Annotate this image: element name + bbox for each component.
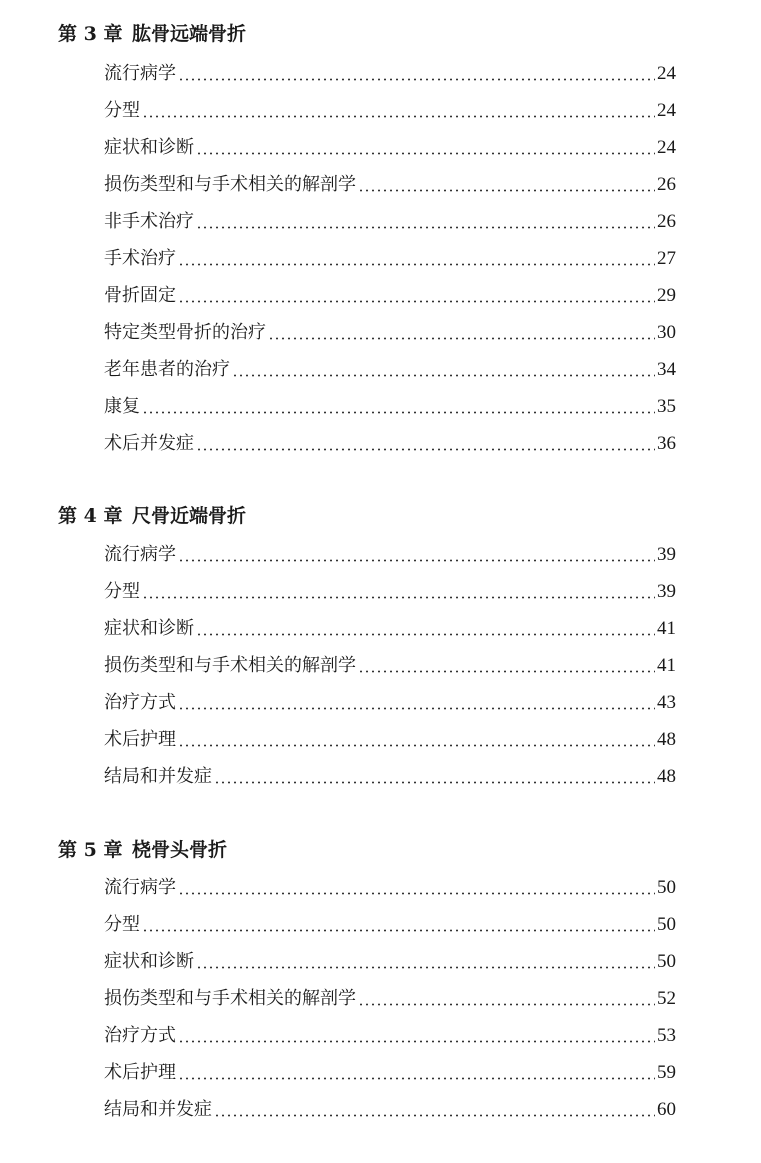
toc-entry[interactable] [104, 430, 676, 456]
toc-entry[interactable] [104, 1096, 676, 1122]
dot-leader [214, 781, 655, 784]
entry-page-number: 27 [657, 248, 676, 269]
toc-entry[interactable] [104, 171, 676, 197]
dot-leader [178, 892, 655, 895]
chapter-title: 桡骨头骨折 [132, 839, 228, 861]
entry-page-number: 39 [657, 544, 676, 565]
toc-entry[interactable] [104, 541, 676, 567]
entry-label: 损伤类型和与手术相关的解剖学 [104, 174, 356, 195]
entry-label: 症状和诊断 [104, 951, 194, 972]
entry-page-number: 52 [657, 988, 676, 1009]
toc-entry[interactable] [104, 97, 676, 123]
entry-page-number: 41 [657, 655, 676, 676]
entry-page-number: 43 [657, 692, 676, 713]
entry-label: 流行病学 [104, 877, 176, 898]
dot-leader [196, 448, 655, 451]
entry-label: 流行病学 [104, 63, 176, 84]
entry-label: 手术治疗 [104, 248, 176, 269]
entry-label: 特定类型骨折的治疗 [104, 322, 266, 343]
chapter-heading [58, 22, 246, 46]
toc-entry[interactable] [104, 726, 676, 752]
entry-label: 分型 [104, 581, 140, 602]
entry-label: 非手术治疗 [104, 211, 194, 232]
dot-leader [358, 189, 655, 192]
entry-label: 分型 [104, 100, 140, 121]
entry-label: 骨折固定 [104, 285, 176, 306]
toc-entry[interactable] [104, 393, 676, 419]
entry-page-number: 39 [657, 581, 676, 602]
toc-entry[interactable] [104, 911, 676, 937]
dot-leader [358, 1003, 655, 1006]
dot-leader [142, 929, 655, 932]
entry-page-number: 34 [657, 359, 676, 380]
entry-page-number: 60 [657, 1099, 676, 1120]
entry-page-number: 26 [657, 174, 676, 195]
toc-entry[interactable] [104, 208, 676, 234]
entry-label: 老年患者的治疗 [104, 359, 230, 380]
dot-leader [142, 115, 655, 118]
entry-page-number: 36 [657, 433, 676, 454]
entry-label: 症状和诊断 [104, 137, 194, 158]
chapter-heading [58, 504, 246, 528]
entry-page-number: 26 [657, 211, 676, 232]
dot-leader [142, 596, 655, 599]
dot-leader [196, 633, 655, 636]
dot-leader [178, 559, 655, 562]
entry-label: 损伤类型和与手术相关的解剖学 [104, 655, 356, 676]
entry-page-number: 50 [657, 877, 676, 898]
entry-label: 术后并发症 [104, 433, 194, 454]
entry-label: 症状和诊断 [104, 618, 194, 639]
toc-entry[interactable] [104, 985, 676, 1011]
toc-entry[interactable] [104, 282, 676, 308]
entry-page-number: 50 [657, 914, 676, 935]
toc-entry[interactable] [104, 615, 676, 641]
entry-label: 治疗方式 [104, 1025, 176, 1046]
entry-page-number: 29 [657, 285, 676, 306]
entry-label: 术后护理 [104, 729, 176, 750]
toc-entry[interactable] [104, 763, 676, 789]
chapter-title: 尺骨近端骨折 [132, 505, 247, 527]
dot-leader [268, 337, 655, 340]
toc-entry[interactable] [104, 356, 676, 382]
chapter-number: 第 4 章 [58, 505, 123, 527]
chapter-heading [58, 838, 227, 862]
chapter-title: 肱骨远端骨折 [132, 23, 247, 45]
dot-leader [142, 411, 655, 414]
dot-leader [178, 300, 655, 303]
toc-entry[interactable] [104, 1059, 676, 1085]
toc-entry[interactable] [104, 689, 676, 715]
entry-label: 康复 [104, 396, 140, 417]
toc-entry[interactable] [104, 1022, 676, 1048]
toc-entry[interactable] [104, 652, 676, 678]
entry-page-number: 53 [657, 1025, 676, 1046]
entry-label: 术后护理 [104, 1062, 176, 1083]
entry-label: 分型 [104, 914, 140, 935]
entry-page-number: 41 [657, 618, 676, 639]
entry-label: 结局和并发症 [104, 766, 212, 787]
chapter-number: 第 5 章 [58, 839, 123, 861]
chapter-number: 第 3 章 [58, 23, 123, 45]
toc-entry[interactable] [104, 948, 676, 974]
toc-entry[interactable] [104, 319, 676, 345]
dot-leader [178, 1040, 655, 1043]
dot-leader [178, 744, 655, 747]
dot-leader [178, 263, 655, 266]
dot-leader [178, 707, 655, 710]
entry-page-number: 50 [657, 951, 676, 972]
dot-leader [196, 152, 655, 155]
entry-page-number: 48 [657, 766, 676, 787]
dot-leader [196, 226, 655, 229]
entry-page-number: 24 [657, 63, 676, 84]
entry-label: 流行病学 [104, 544, 176, 565]
dot-leader [178, 1077, 655, 1080]
toc-entry[interactable] [104, 245, 676, 271]
entry-label: 损伤类型和与手术相关的解剖学 [104, 988, 356, 1009]
entry-page-number: 35 [657, 396, 676, 417]
dot-leader [196, 966, 655, 969]
entry-label: 治疗方式 [104, 692, 176, 713]
entry-label: 结局和并发症 [104, 1099, 212, 1120]
toc-entry[interactable] [104, 578, 676, 604]
entry-page-number: 59 [657, 1062, 676, 1083]
dot-leader [358, 670, 655, 673]
entry-page-number: 48 [657, 729, 676, 750]
dot-leader [214, 1114, 655, 1117]
entry-page-number: 30 [657, 322, 676, 343]
toc-entry[interactable] [104, 134, 676, 160]
toc-entry[interactable] [104, 60, 676, 86]
dot-leader [178, 78, 655, 81]
dot-leader [232, 374, 655, 377]
toc-entry[interactable] [104, 874, 676, 900]
entry-page-number: 24 [657, 100, 676, 121]
entry-page-number: 24 [657, 137, 676, 158]
